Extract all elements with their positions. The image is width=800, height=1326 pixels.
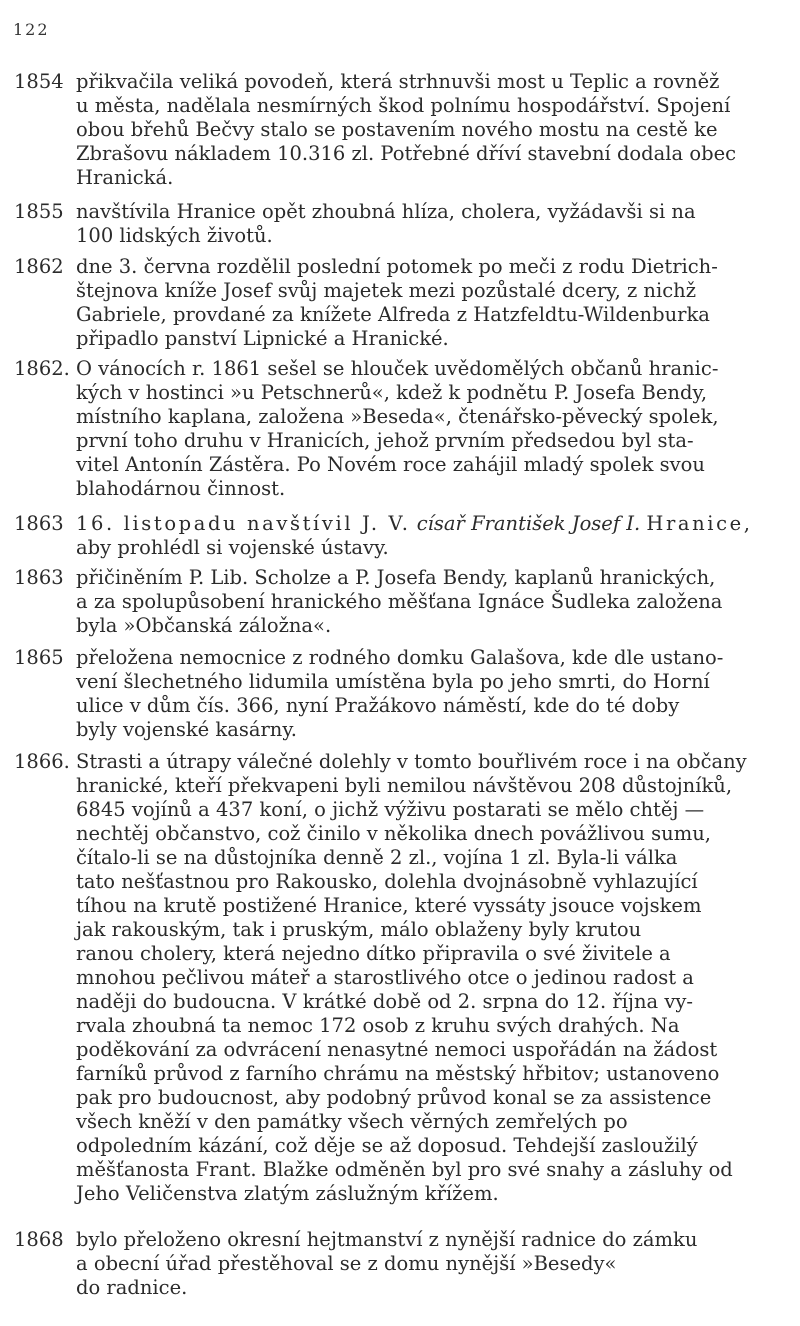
text-line: hranické, kteří překvapeni byli nemilou návštěvou 208 důstojníků, (76, 774, 733, 797)
text-line: čítalo-li se na důstojníka denně 2 zl., vojína 1 zl. Byla-li válka (76, 846, 678, 869)
text-line: tíhou na krutě postižené Hranice, které vyssáty jsouce vojskem (76, 894, 702, 917)
text-line: Jeho Veličenstva zlatým záslužným křížem. (76, 1182, 499, 1205)
text-line: Gabriele, provdané za knížete Alfreda z Hatzfeldtu-Wildenburka (76, 303, 710, 326)
text-line: aby prohlédl si vojenské ústavy. (76, 536, 389, 559)
text-line: byla »Občanská záložna«. (76, 614, 332, 637)
text-line: do radnice. (76, 1276, 188, 1299)
text-line: obou břehů Bečvy stalo se postavením nového mostu na cestě ke (76, 118, 718, 141)
text-line: mnohou pečlivou máteř a starostlivého otce o jedinou radost a (76, 966, 694, 989)
text-line: rvala zhoubná ta nemoc 172 osob z kruhu svých drahých. Na (76, 1014, 680, 1037)
entry-year: 1865 (14, 646, 64, 669)
text-line: naději do budoucna. V krátké době od 2. srpna do 12. října vy- (76, 990, 693, 1013)
entry-year: 1866. (14, 750, 70, 773)
text-line: první toho druhu v Hranicích, jehož prvním předsedou byl sta- (76, 429, 694, 452)
text-line: nechtěj občanstvo, což činilo v několika dnech povážlivou sumu, (76, 822, 711, 845)
entry-text (76, 512, 790, 560)
text-line: štejnova kníže Josef svůj majetek mezi pozůstalé dcery, z nichž (76, 279, 696, 302)
text-line: farníků průvod z farního chrámu na městský hřbitov; ustanoveno (76, 1062, 720, 1085)
text-emperor-name: císař František Josef I. (416, 512, 641, 535)
text-line: a obecní úřad přestěhoval se z domu nynější »Besedy« (76, 1252, 617, 1275)
text-line: jak rakouským, tak i pruským, málo oblaženy byly krutou (76, 918, 642, 941)
text-line: přeložena nemocnice z rodného domku Galašova, kde dle ustano- (76, 646, 724, 669)
text-line: měšťanosta Frant. Blažke odměněn byl pro své snahy a zásluhy od (76, 1158, 733, 1181)
text-line: tato nešťastnou pro Rakousko, dolehla dvojnásobně vyhlazující (76, 870, 698, 893)
text-line: přikvačila veliká povodeň, která strhnuvši most u Teplic a rovněž (76, 70, 720, 93)
text-line: odpoledním kázání, což děje se až doposud. Tehdejší zasloužilý (76, 1134, 698, 1157)
text-line: u města, nadělala nesmírných škod polnímu hospodářství. Spojení (76, 94, 731, 117)
text-line: všech kněží v den památky všech věrných zemřelých po (76, 1110, 628, 1133)
text-line: Zbrašovu nákladem 10.316 zl. Potřebné dříví stavební dodala obec (76, 142, 737, 165)
entry-year: 1855 (14, 200, 64, 223)
text-line: Strasti a útrapy válečné dolehly v tomto bouřlivém roce i na občany (76, 750, 747, 773)
text-line: 6845 vojínů a 437 koní, o jichž výživu postarati se mělo chtěj — (76, 798, 705, 821)
text-line: navštívila Hranice opět zhoubná hlíza, cholera, vyžádavši si na (76, 200, 696, 223)
entry-text (76, 750, 790, 1206)
entry-text (76, 200, 790, 248)
entry-year: 1862. (14, 357, 70, 380)
text-line: připadlo panství Lipnické a Hranické. (76, 327, 449, 350)
entry-text (76, 357, 790, 501)
entry-year: 1863 (14, 566, 64, 589)
text-line: vitel Antonín Zástěra. Po Novém roce zahájil mladý spolek svou (76, 453, 705, 476)
text-line: kých v hostinci »u Petschnerů«, kdež k podnětu P. Josefa Bendy, (76, 381, 708, 404)
text-line: O vánocích r. 1861 sešel se hlouček uvědomělých občanů hranic- (76, 357, 719, 380)
text-line: vení šlechetného lidumila umístěna byla po jeho smrti, do Horní (76, 670, 710, 693)
text-spaced: Hranice, (646, 512, 753, 535)
text-spaced: 16. listopadu navštívil J. V. (76, 512, 411, 535)
text-line: přičiněním P. Lib. Scholze a P. Josefa Bendy, kaplanů hranických, (76, 566, 716, 589)
text-line: byly vojenské kasárny. (76, 718, 297, 741)
entry-year: 1868 (14, 1228, 64, 1251)
entry-year: 1862 (14, 255, 64, 278)
text-line: blahodárnou činnost. (76, 477, 286, 500)
entry-text (76, 70, 790, 190)
text-line (76, 512, 790, 536)
text-line: 100 lidských životů. (76, 224, 273, 247)
text-line: dne 3. června rozdělil poslední potomek po meči z rodu Dietrich- (76, 255, 718, 278)
text-line: Hranická. (76, 166, 174, 189)
entry-year: 1854 (14, 70, 64, 93)
entry-year: 1863 (14, 512, 64, 535)
text-line: poděkování za odvrácení nenasytné nemoci uspořádán na žádost (76, 1038, 718, 1061)
text-line: pak pro budoucnost, aby podobný průvod konal se za assistence (76, 1086, 712, 1109)
entry-text (76, 566, 790, 638)
text-line: místního kaplana, založena »Beseda«, čtenářsko-pěvecký spolek, (76, 405, 719, 428)
page-number: 122 (13, 20, 50, 39)
text-line: ranou cholery, která nejedno dítko připravila o své živitele a (76, 942, 671, 965)
entry-text (76, 646, 790, 742)
text-line: ulice v dům čís. 366, nyní Pražákovo náměstí, kde do té doby (76, 694, 680, 717)
entry-text (76, 255, 790, 351)
text-line: bylo přeloženo okresní hejtmanství z nynější radnice do zámku (76, 1228, 698, 1251)
text-line: a za spolupůsobení hranického měšťana Ignáce Šudleka založena (76, 590, 723, 613)
entry-text (76, 1228, 790, 1300)
